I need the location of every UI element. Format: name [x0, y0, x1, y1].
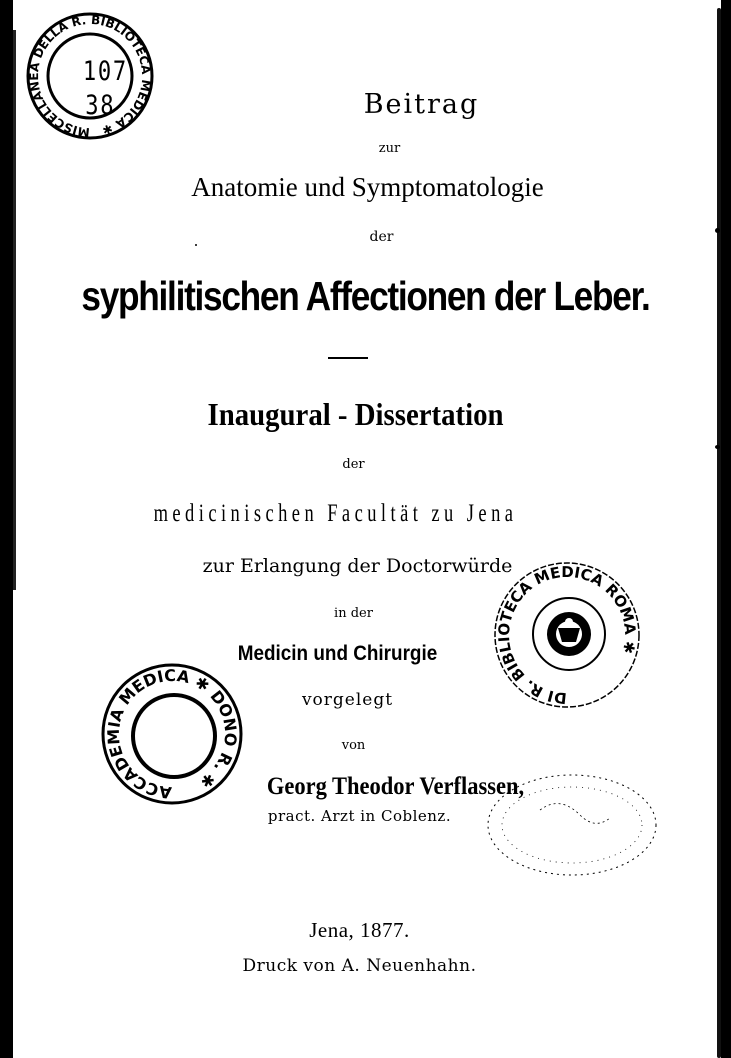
- roma-library-stamp: [492, 560, 642, 710]
- shelf-mark-number: 107: [82, 56, 128, 87]
- title-line-beitrag: Beitrag: [363, 89, 480, 120]
- submitted-line: vorgelegt: [301, 690, 394, 710]
- accademia-ring-text: ACCADEMIA MEDICA ✱ DONO R. ✱: [103, 665, 241, 803]
- shelf-mark-stamp: [10, 10, 160, 140]
- author-name: Georg Theodor Verflassen,: [266, 773, 525, 800]
- connector-zur: zur: [378, 141, 401, 156]
- faint-oval-stamp: [480, 770, 660, 880]
- main-title: syphilitischen Affectionen der Leber.: [81, 273, 650, 319]
- divider-rule: [328, 357, 368, 359]
- shelf-ring-text: MISCELLANEA DELLA R. BIBLIOTECA MEDICA ✱: [27, 12, 154, 140]
- connector-in-der: in der: [334, 606, 373, 621]
- place-year: Jena, 1877.: [309, 918, 410, 942]
- subject-line: Medicin und Chirurgie: [237, 642, 438, 665]
- roma-stamp-ring: [492, 560, 642, 710]
- connector-von: von: [341, 738, 366, 753]
- faculty-line: medicinischen Facultät zu Jena: [153, 500, 518, 527]
- connector-der: der: [369, 229, 394, 245]
- title-line-anatomie: Anatomie und Symptomatologie: [191, 172, 544, 202]
- faint-oval-ring: [480, 770, 660, 880]
- printer-line: Druck von A. Neuenhahn.: [242, 956, 477, 976]
- accademia-stamp-ring: [100, 662, 245, 807]
- crest-emblem: [547, 612, 591, 656]
- purpose-line: zur Erlangung der Doctorwürde: [202, 555, 513, 577]
- shelf-mark-subnumber: 38: [85, 90, 116, 121]
- accademia-medica-stamp: [100, 662, 245, 807]
- author-role: pract. Arzt in Coblenz.: [267, 807, 452, 825]
- roma-ring-text: DI R. BIBLIOTECA MEDICA ROMA ✱: [494, 562, 640, 708]
- dissertation-heading: Inaugural - Dissertation: [207, 396, 504, 432]
- connector-der-2: der: [342, 457, 365, 472]
